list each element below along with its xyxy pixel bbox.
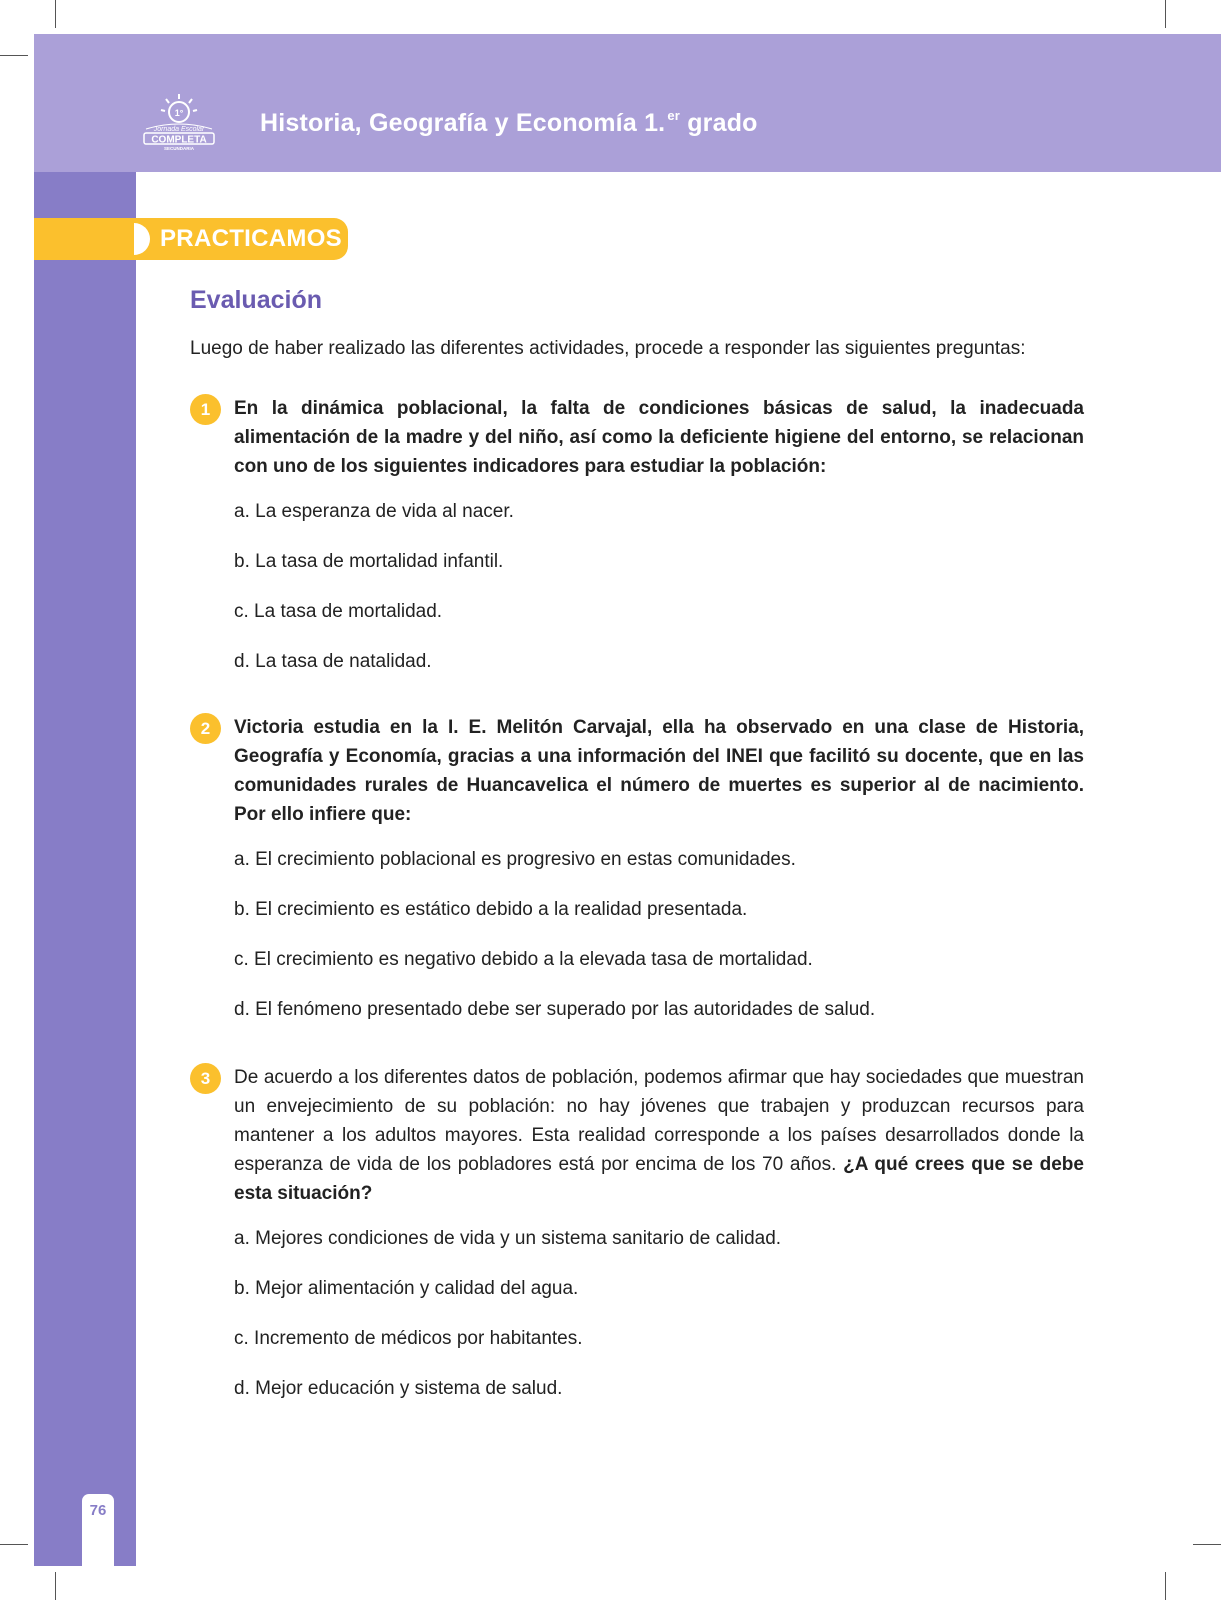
page-header — [34, 34, 1221, 172]
answer-option[interactable]: a. El crecimiento poblacional es progresivo en estas comunidades. — [234, 849, 796, 870]
crop-mark — [55, 1572, 56, 1600]
section-label: PRACTICAMOS — [160, 225, 342, 252]
book-title: Historia, Geografía y Economía 1. $^{er}$ grado — [260, 108, 758, 137]
question-number-badge: 1 — [190, 394, 221, 425]
svg-text:1°: 1° — [174, 108, 184, 118]
question-number-badge: 3 — [190, 1063, 221, 1094]
answer-option[interactable]: b. El crecimiento es estático debido a la realidad presentada. — [234, 899, 748, 920]
svg-text:SECUNDARIA: SECUNDARIA — [163, 146, 195, 151]
intro-text: Luego de haber realizado las diferentes actividades, procede a responder las siguientes preguntas: — [190, 338, 1026, 359]
answer-option[interactable]: b. Mejor alimentación y calidad del agua. — [234, 1278, 579, 1299]
answer-option[interactable]: c. La tasa de mortalidad. — [234, 601, 443, 622]
question-3 — [190, 1063, 1084, 1426]
crop-mark — [55, 0, 56, 28]
answer-option[interactable]: d. La tasa de natalidad. — [234, 651, 432, 672]
answer-option[interactable]: c. Incremento de médicos por habitantes. — [234, 1328, 583, 1349]
answer-option[interactable]: d. El fenómeno presentado debe ser superado por las autoridades de salud. — [234, 999, 876, 1020]
main-content — [190, 280, 1084, 1426]
answer-option[interactable]: c. El crecimiento es negativo debido a la elevada tasa de mortalidad. — [234, 949, 813, 970]
answer-options — [234, 847, 1084, 1047]
svg-text:COMPLETA: COMPLETA — [151, 134, 207, 146]
crop-mark — [1193, 1544, 1221, 1545]
answer-option[interactable]: a. La esperanza de vida al nacer. — [234, 501, 514, 522]
jornada-escolar-logo-icon — [138, 92, 220, 152]
question-text: De acuerdo a los diferentes datos de población, podemos afirmar que hay sociedades que muestran un envejecimiento de su población: no hay jóvenes que trabajen y produzcan recursos para mantener a los adultos mayores. Esta realidad corresponde a los países desarrollados donde la esperanza de vida de los pobladores está por encima de los 70 años. ¿A qué crees que se debe esta situación? — [234, 1067, 1084, 1204]
question-number-badge: 2 — [190, 713, 221, 744]
question-2 — [190, 713, 1084, 1047]
answer-options — [234, 1226, 1084, 1426]
answer-option[interactable]: a. Mejores condiciones de vida y un sistema sanitario de calidad. — [234, 1228, 782, 1249]
svg-text:Jornada Escolar: Jornada Escolar — [153, 126, 205, 133]
left-sidebar-band — [34, 172, 136, 1566]
question-1 — [190, 394, 1084, 699]
crop-mark — [1165, 0, 1166, 28]
crop-mark — [0, 55, 28, 56]
page-number: 76 — [89, 1502, 107, 1519]
question-text: Victoria estudia en la I. E. Melitón Carvajal, ella ha observado en una clase de Historia, Geografía y Economía, gracias a una información del INEI que facilitó su docente, que en las comunidades rurales de Huancavelica el número de muertes es superior al de nacimiento. Por ello infiere que: — [234, 717, 1084, 825]
answer-options — [234, 499, 1084, 699]
crop-mark — [1165, 1572, 1166, 1600]
crop-mark — [0, 1544, 28, 1545]
answer-option[interactable]: d. Mejor educación y sistema de salud. — [234, 1378, 563, 1399]
question-text: En la dinámica poblacional, la falta de condiciones básicas de salud, la inadecuada alimentación de la madre y del niño, así como la deficiente higiene del entorno, se relacionan con uno de los siguientes indicadores para estudiar la población: — [234, 398, 1084, 477]
answer-option[interactable]: b. La tasa de mortalidad infantil. — [234, 551, 504, 572]
evaluation-title: Evaluación — [190, 286, 322, 314]
